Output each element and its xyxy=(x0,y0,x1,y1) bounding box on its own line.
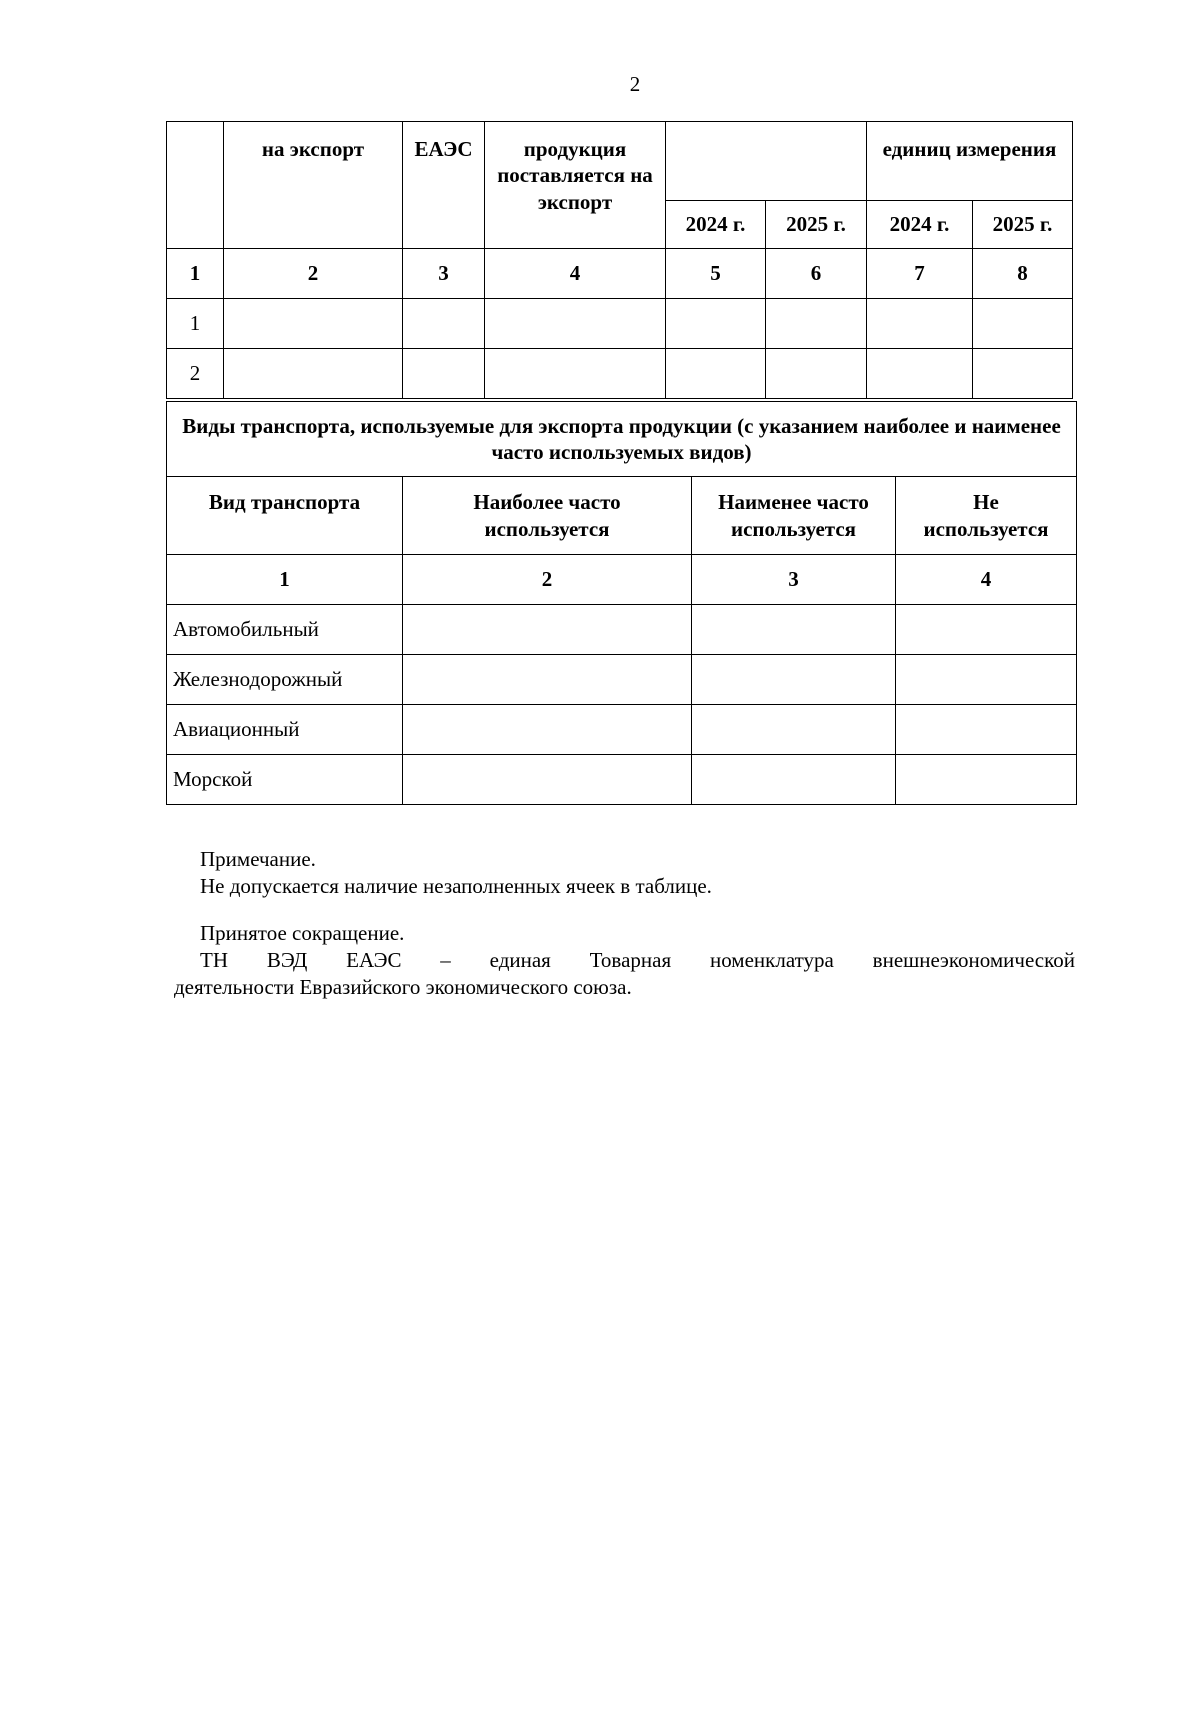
column-number: 7 xyxy=(867,249,973,299)
abbreviation-line-2: деятельности Евразийского экономического союза. xyxy=(174,975,632,999)
empty-cell xyxy=(766,349,867,399)
column-number: 1 xyxy=(167,249,224,299)
empty-cell xyxy=(973,349,1073,399)
transport-table-title: Виды транспорта, используемые для экспорта продукции (с указанием наиболее и наименее часто используемых видов) xyxy=(167,402,1077,477)
year-label: 2024 г. xyxy=(666,201,766,249)
empty-cell xyxy=(485,349,666,399)
empty-cell xyxy=(692,755,896,805)
row-number: 2 xyxy=(167,349,224,399)
abbreviation-block xyxy=(174,920,1075,1001)
empty-cell xyxy=(896,755,1077,805)
note-block xyxy=(174,846,1075,900)
table-row xyxy=(167,655,1077,705)
column-number: 6 xyxy=(766,249,867,299)
abbreviation-title: Принятое сокращение. xyxy=(200,921,405,945)
empty-cell xyxy=(403,299,485,349)
products-table xyxy=(166,121,1073,399)
header-not-used: Не используется xyxy=(896,477,1077,555)
header-cell-eaeu: ЕАЭС xyxy=(403,122,485,249)
empty-cell xyxy=(867,349,973,399)
column-number: 4 xyxy=(485,249,666,299)
transport-table xyxy=(166,401,1077,805)
note-title: Примечание. xyxy=(200,847,316,871)
empty-cell xyxy=(896,705,1077,755)
year-label: 2025 г. xyxy=(973,201,1073,249)
year-label: 2024 г. xyxy=(867,201,973,249)
empty-cell xyxy=(403,349,485,399)
table-row xyxy=(167,705,1077,755)
column-number-row xyxy=(167,249,1073,299)
table-row xyxy=(167,755,1077,805)
column-number: 5 xyxy=(666,249,766,299)
empty-cell xyxy=(692,605,896,655)
table-row xyxy=(167,605,1077,655)
transport-type-automobile: Автомобильный xyxy=(167,605,403,655)
column-number: 4 xyxy=(896,555,1077,605)
column-number: 8 xyxy=(973,249,1073,299)
empty-cell xyxy=(224,349,403,399)
column-number-row xyxy=(167,555,1077,605)
empty-cell xyxy=(403,755,692,805)
transport-type-maritime: Морской xyxy=(167,755,403,805)
header-cell-col1 xyxy=(167,122,224,249)
empty-cell xyxy=(666,299,766,349)
column-number: 3 xyxy=(692,555,896,605)
abbreviation-line-1: ТН ВЭД ЕАЭС – единая Товарная номенклатура внешнеэкономической xyxy=(200,948,1075,972)
empty-cell xyxy=(666,349,766,399)
header-most-used: Наиболее часто используется xyxy=(403,477,692,555)
empty-cell xyxy=(896,605,1077,655)
header-transport-type: Вид транспорта xyxy=(167,477,403,555)
empty-cell xyxy=(224,299,403,349)
column-number: 1 xyxy=(167,555,403,605)
header-cell-col56 xyxy=(666,122,867,201)
empty-cell xyxy=(692,705,896,755)
column-number: 2 xyxy=(224,249,403,299)
empty-cell xyxy=(973,299,1073,349)
year-label: 2025 г. xyxy=(766,201,867,249)
header-cell-product-exported: продукция поставляется на экспорт xyxy=(485,122,666,249)
empty-cell xyxy=(692,655,896,705)
empty-cell xyxy=(896,655,1077,705)
row-number: 1 xyxy=(167,299,224,349)
page-number: 2 xyxy=(629,72,641,96)
empty-cell xyxy=(403,705,692,755)
empty-cell xyxy=(403,655,692,705)
table-row xyxy=(167,299,1073,349)
empty-cell xyxy=(485,299,666,349)
empty-cell xyxy=(766,299,867,349)
header-cell-export: на экспорт xyxy=(224,122,403,249)
header-least-used: Наименее часто используется xyxy=(692,477,896,555)
note-text: Не допускается наличие незаполненных ячеек в таблице. xyxy=(200,874,712,898)
transport-type-railway: Железнодорожный xyxy=(167,655,403,705)
header-cell-units: единиц измерения xyxy=(867,122,1073,201)
table-row xyxy=(167,349,1073,399)
transport-type-aviation: Авиационный xyxy=(167,705,403,755)
empty-cell xyxy=(867,299,973,349)
column-number: 2 xyxy=(403,555,692,605)
empty-cell xyxy=(403,605,692,655)
column-number: 3 xyxy=(403,249,485,299)
